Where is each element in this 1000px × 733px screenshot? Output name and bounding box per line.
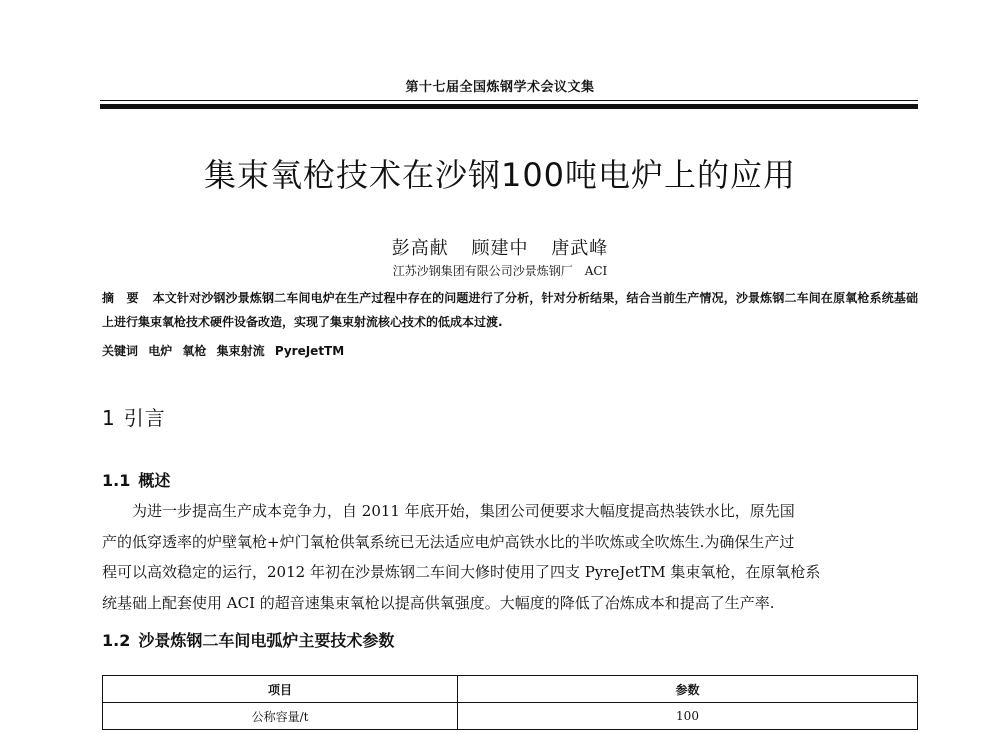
subsection-number: 1.2 [102,631,131,650]
header-rule-thick [100,104,918,109]
paper-title: 集束氧枪技术在沙钢100吨电炉上的应用 [203,156,797,194]
paragraph-line: 程可以高效稳定的运行，2012 年初在沙景炼钢二车间大修时使用了四支 PyreJetTM 集束氧枪，在原氧枪系 [102,563,821,581]
section-number: 1 [102,406,116,430]
keyword: 电炉 [148,344,173,358]
keyword: PyreJetTM [274,344,345,358]
paragraph-line: 统基础上配套使用 ACI 的超音速集束氧枪以提高供氧强度。大幅度的降低了冶炼成本和提高了生产率. [102,593,775,612]
table-cell: 公称容量/t [103,703,458,730]
keyword: 集束射流 [216,344,265,358]
author-name: 唐武峰 [551,238,609,259]
table-header-row [103,676,918,703]
paragraph-line: 产的低穿透率的炉壁氧枪+炉门氧枪供氧系统已无法适应电炉高铁水比的半吹炼或全吹炼生.为确保生产过 [102,532,795,551]
subsection-title: 概述 [138,471,171,490]
running-header: 第十七届全国炼钢学术会议文集 [405,80,595,95]
abstract-label: 摘 要 [102,291,143,305]
section-title: 引言 [123,406,166,430]
table-header-cell: 项目 [103,676,458,703]
keywords [102,342,918,359]
affiliation: 江苏沙钢集团有限公司沙景炼钢厂 ACI [392,264,608,278]
abstract-text: 本文针对沙钢沙景炼钢二车间电炉在生产过程中存在的问题进行了分析，针对分析结果，结合当前生产情况，沙景炼钢二车间在原氧枪系统基础上进行集束氧枪技术硬件设备改造，实现了集束射流核心技术的低成本过渡. [102,291,918,329]
abstract [102,286,918,334]
body-paragraph [102,496,918,618]
header-rule-thin [100,100,918,101]
keyword: 氧枪 [182,344,207,358]
keywords-label: 关键词 [102,344,139,358]
table-cell: 100 [458,703,918,730]
parameter-table [102,675,918,730]
subsection-heading-1-2 [102,628,394,651]
author-name: 顾建中 [471,238,529,259]
table-header-cell: 参数 [458,676,918,703]
paragraph-line: 为进一步提高生产成本竞争力，自 2011 年底开始，集团公司便要求大幅度提高热装铁水比，原先国 [132,502,795,520]
author-list [0,234,1000,260]
table-row [103,703,918,730]
section-heading-1 [102,402,166,431]
subsection-number: 1.1 [102,471,131,490]
author-name: 彭高献 [391,238,449,259]
subsection-heading-1-1 [102,468,170,491]
subsection-title: 沙景炼钢二车间电弧炉主要技术参数 [138,631,395,650]
